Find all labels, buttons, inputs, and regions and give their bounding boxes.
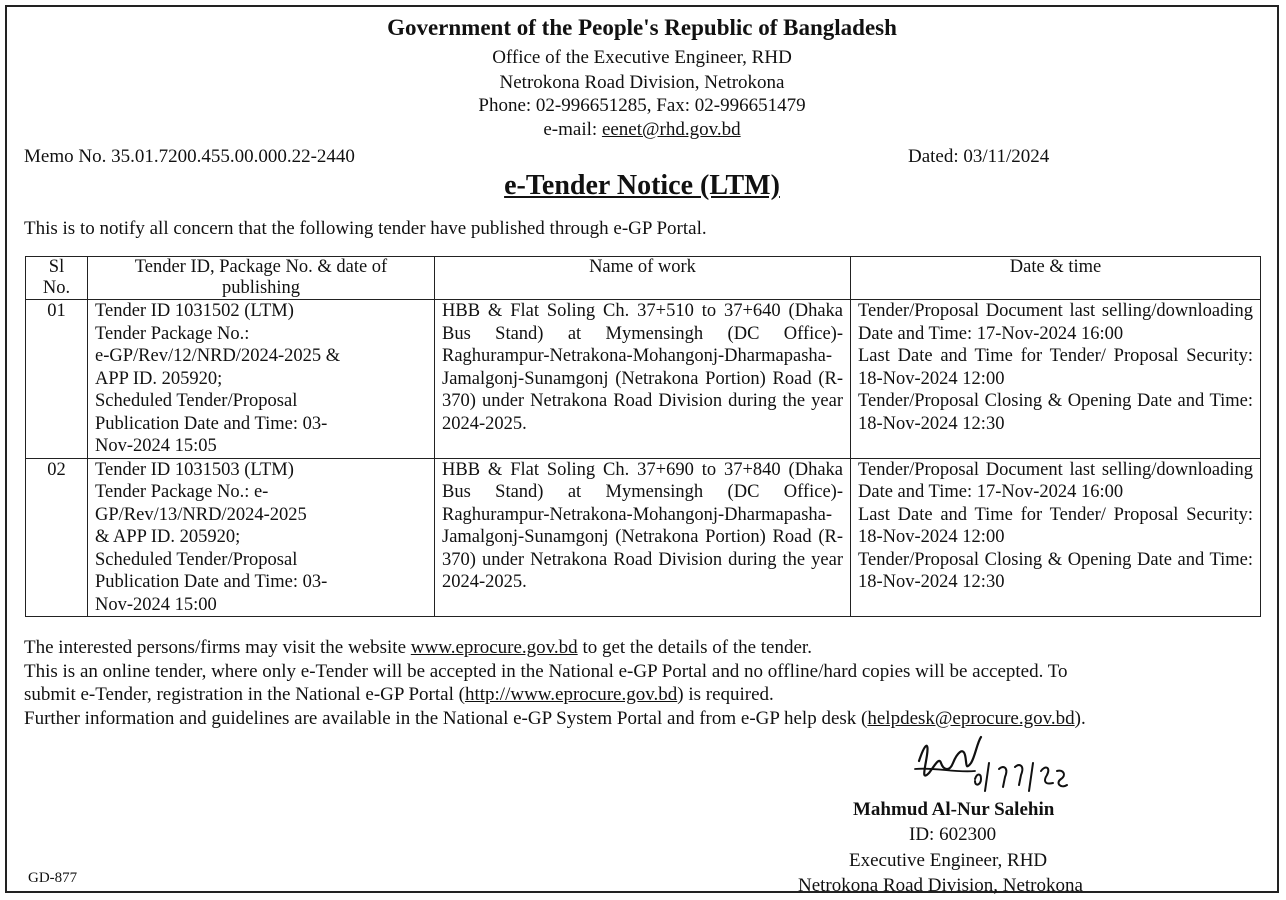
- footer-website-line: [24, 637, 812, 659]
- tender-line: Nov-2024 15:00: [95, 594, 217, 615]
- signatory-id: ID: 602300: [909, 824, 997, 845]
- handwritten-signature: [905, 733, 1075, 803]
- tender-line: Publication Date and Time: 03-: [95, 572, 328, 592]
- tender-line: Nov-2024 15:05: [95, 436, 217, 456]
- eprocure-url-link[interactable]: http://www.eprocure.gov.bd: [464, 684, 678, 705]
- date-cell: [851, 300, 1261, 459]
- tender-line: Tender Package No.:: [95, 323, 250, 344]
- footer-text: submit e-Tender, registration in the National e-GP Portal (: [24, 684, 465, 705]
- sl-cell: 01: [26, 300, 88, 459]
- tender-line: GP/Rev/13/NRD/2024-2025: [95, 504, 307, 525]
- date-entry: Last Date and Time for Tender/ Proposal Security: 18-Nov-2024 12:00: [858, 504, 1253, 547]
- tender-table: [25, 256, 1261, 617]
- division-line: Netrokona Road Division, Netrokona: [499, 72, 785, 93]
- notice-title: e-Tender Notice (LTM): [504, 170, 780, 201]
- tender-line: & APP ID. 205920;: [95, 527, 241, 547]
- table-row: [26, 458, 1261, 617]
- signatory-name: Mahmud Al-Nur Salehin: [853, 799, 1055, 820]
- tender-cell: [88, 458, 435, 617]
- office-line: Office of the Executive Engineer, RHD: [492, 47, 792, 68]
- footer-online-line: This is an online tender, where only e-Tender will be accepted in the National e-GP Portal and no offline/hard copies will be accepted. To: [24, 661, 1068, 682]
- date-entry: Tender/Proposal Document last selling/downloading Date and Time: 17-Nov-2024 16:00: [858, 301, 1253, 344]
- email-link[interactable]: eenet@rhd.gov.bd: [601, 119, 741, 140]
- footer-text: ) is required.: [677, 684, 774, 705]
- footer-text: to get the details of the tender.: [577, 637, 812, 658]
- helpdesk-email-link[interactable]: helpdesk@eprocure.gov.bd: [867, 708, 1075, 729]
- date-entry: Last Date and Time for Tender/ Proposal Security: 18-Nov-2024 12:00: [858, 346, 1253, 389]
- email-label: e-mail:: [543, 119, 602, 140]
- date-cell: [851, 458, 1261, 617]
- date-entry: Tender/Proposal Closing & Opening Date and Time: 18-Nov-2024 12:30: [858, 549, 1253, 592]
- document-code: GD-877: [28, 870, 78, 886]
- signatory-designation: Executive Engineer, RHD: [849, 850, 1048, 871]
- tender-line: Tender Package No.: e-: [95, 482, 269, 502]
- footer-text: Further information and guidelines are available in the National e-GP System Portal and from e-GP help desk (: [24, 708, 868, 729]
- table-header-row: [26, 257, 1261, 300]
- footer-text: ).: [1074, 708, 1086, 729]
- tender-line: Tender ID 1031502 (LTM): [95, 301, 294, 321]
- header-work: Name of work: [435, 257, 851, 300]
- tender-cell: [88, 300, 435, 459]
- tender-line: Publication Date and Time: 03-: [95, 413, 328, 434]
- tender-line: e-GP/Rev/12/NRD/2024-2025 &: [95, 346, 341, 366]
- tender-line: APP ID. 205920;: [95, 368, 223, 389]
- footer-helpdesk-line: [24, 708, 1086, 730]
- date-line: Dated: 03/11/2024: [908, 146, 1050, 167]
- email-line: [7, 119, 1277, 141]
- footer-text: The interested persons/firms may visit the website: [24, 637, 411, 658]
- header-sl: Sl No.: [26, 257, 88, 300]
- work-description: HBB & Flat Soling Ch. 37+690 to 37+840 (Dhaka Bus Stand) at Mymensingh (DC Office)-Raghurampur-Netrakona-Mohangonj-Dharmapasha-Jamalgonj-Sunamgonj (Netrakona Portion) Road (R-370) under Netrakona Road Division during the year 2024-2025.: [442, 459, 843, 592]
- work-description: HBB & Flat Soling Ch. 37+510 to 37+640 (Dhaka Bus Stand) at Mymensingh (DC Office)-Raghurampur-Netrakona-Mohangonj-Dharmapasha-Jamalgonj-Sunamgonj (Netrakona Portion) Road (R-370) under Netrakona Road Division during the year 2024-2025.: [442, 301, 843, 434]
- footer-registration-line: [24, 684, 774, 706]
- government-heading: Government of the People's Republic of Bangladesh: [387, 15, 897, 40]
- date-entry: Tender/Proposal Closing & Opening Date and Time: 18-Nov-2024 12:30: [858, 391, 1253, 434]
- phone-line: Phone: 02-996651285, Fax: 02-996651479: [478, 95, 806, 116]
- work-cell: [435, 300, 851, 459]
- header-tender: Tender ID, Package No. & date of publishing: [88, 257, 435, 300]
- eprocure-link[interactable]: www.eprocure.gov.bd: [410, 637, 578, 658]
- notice-page: [5, 5, 1279, 896]
- intro-text: This is to notify all concern that the following tender have published through e-GP Portal.: [24, 218, 707, 239]
- date-entry: Tender/Proposal Document last selling/downloading Date and Time: 17-Nov-2024 16:00: [858, 459, 1253, 502]
- tender-line: Scheduled Tender/Proposal: [95, 391, 298, 411]
- tender-line: Scheduled Tender/Proposal: [95, 549, 298, 570]
- memo-number: Memo No. 35.01.7200.455.00.000.22-2440: [24, 146, 355, 167]
- sl-cell: 02: [26, 458, 88, 617]
- signatory-division: Netrokona Road Division, Netrokona: [798, 875, 1083, 896]
- table-row: [26, 300, 1261, 459]
- work-cell: [435, 458, 851, 617]
- tender-line: Tender ID 1031503 (LTM): [95, 459, 294, 480]
- header-date: Date & time: [851, 257, 1261, 300]
